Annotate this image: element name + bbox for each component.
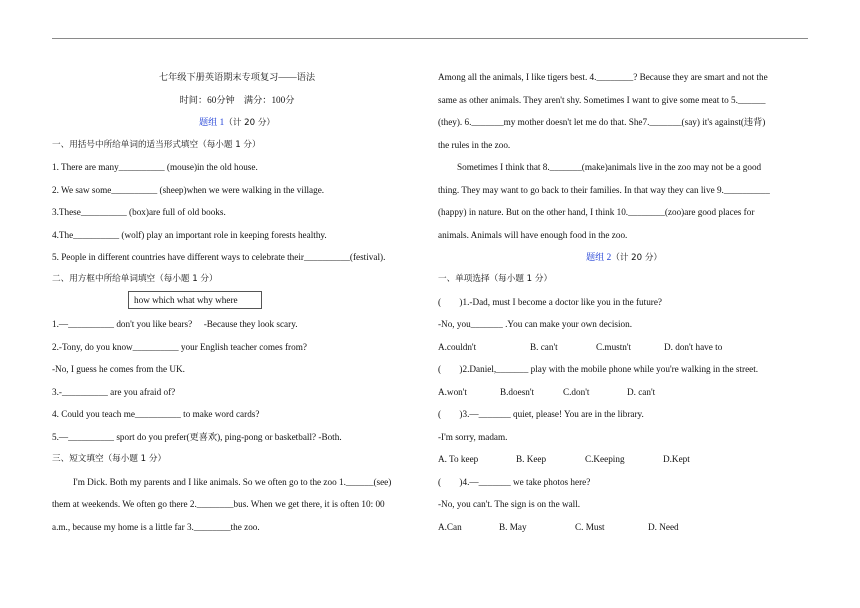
header-rule	[52, 38, 808, 39]
question-options	[438, 453, 690, 465]
group1-points: （计 20 分）	[224, 118, 276, 128]
passage-line: Sometimes I think that 8._______(make)animals live in the zoo may not be a good	[457, 162, 762, 172]
option: C. Must	[575, 522, 605, 532]
option: C.mustn't	[596, 342, 632, 352]
box-item: 2.-Tony, do you know__________ your English teacher comes from?	[52, 342, 307, 352]
passage-line: same as other animals. They aren't shy. Sometimes I want to give some meat to 5.______	[438, 95, 766, 105]
group1-heading	[52, 116, 422, 129]
part3-title: 三、短文填空（每小题 1 分）	[52, 454, 167, 464]
option: A. To keep	[438, 454, 479, 464]
option: D. Need	[648, 522, 679, 532]
box-item: 3.-__________ are you afraid of?	[52, 387, 176, 397]
option: A.won't	[438, 387, 467, 397]
question-stem: ( )2.Daniel,_______ play with the mobile phone while you're walking in the street.	[438, 364, 759, 374]
option: C.don't	[563, 387, 590, 397]
option: D. can't	[627, 387, 656, 397]
passage-line: (happy) in nature. But on the other hand, I think 10.________(zoo)are good places for	[438, 207, 755, 217]
group2-heading	[438, 251, 810, 264]
question-stem: ( )4.—_______ we take photos here?	[438, 477, 591, 487]
passage-line: them at weekends. We often go there 2.________bus. When we get there, it is often 10: 00	[52, 499, 385, 509]
fill-item: 5. People in different countries have different ways to celebrate their__________(festival).	[52, 252, 386, 262]
question-extra: -No, you_______ .You can make your own decision.	[438, 319, 633, 329]
option: B. can't	[530, 342, 558, 352]
option: B.doesn't	[500, 387, 535, 397]
box-item: 1.—__________ don't you like bears? -Because they look scary.	[52, 319, 298, 329]
passage-line: a.m., because my home is a little far 3.________the zoo.	[52, 522, 260, 532]
fill-item: 3.These__________ (box)are full of old books.	[52, 207, 226, 217]
question-options	[438, 386, 655, 398]
box-item: -No, I guess he comes from the UK.	[52, 364, 185, 374]
fill-item: 1. There are many__________ (mouse)in the old house.	[52, 162, 258, 172]
question-extra: -I'm sorry, madam.	[438, 432, 508, 442]
passage-line: (they). 6._______my mother doesn't let me do that. She7._______(say) it's against(违背)	[438, 117, 766, 127]
fill-item: 2. We saw some__________ (sheep)when we were walking in the village.	[52, 185, 325, 195]
word-box: how which what why where	[128, 291, 262, 309]
passage-line: animals. Animals will have enough food in the zoo.	[438, 230, 628, 240]
part1-title: 一、用括号中所给单词的适当形式填空（每小题 1 分）	[52, 140, 261, 150]
group2-label: 题组 2	[585, 252, 612, 262]
box-item: 4. Could you teach me__________ to make word cards?	[52, 409, 260, 419]
option: A.couldn't	[438, 342, 477, 352]
group2-points: （计 20 分）	[611, 253, 663, 263]
option: B. May	[499, 522, 527, 532]
fill-item: 4.The__________ (wolf) play an important role in keeping forests healthy.	[52, 230, 327, 240]
part2-title: 二、用方框中所给单词填空（每小题 1 分）	[52, 274, 218, 284]
worksheet-title: 七年级下册英语期末专项复习——语法	[158, 72, 316, 82]
option: D.Kept	[663, 454, 690, 464]
question-stem: ( )3.—_______ quiet, please! You are in the library.	[438, 409, 644, 419]
mc-section-title: 一、单项选择（每小题 1 分）	[438, 274, 553, 284]
option: B. Keep	[516, 454, 547, 464]
group1-label: 题组 1	[198, 117, 225, 127]
passage-line: thing. They may want to go back to their families. In that way they can live 9.__________	[438, 185, 770, 195]
question-stem: ( )1.-Dad, must I become a doctor like you in the future?	[438, 297, 663, 307]
time-score: 时间：60分钟 满分：100分	[179, 95, 295, 105]
box-item: 5.—__________ sport do you prefer(更喜欢), ping-pong or basketball? -Both.	[52, 432, 342, 442]
passage-line: I'm Dick. Both my parents and I like animals. So we often go to the zoo 1.______(see)	[73, 477, 392, 487]
option: A.Can	[438, 522, 462, 532]
option: C.Keeping	[585, 454, 625, 464]
question-options	[438, 341, 722, 353]
question-extra: -No, you can't. The sign is on the wall.	[438, 499, 581, 509]
passage-line: Among all the animals, I like tigers best. 4.________? Because they are smart and not the	[438, 72, 768, 82]
option: D. don't have to	[664, 342, 723, 352]
question-options	[438, 521, 679, 533]
passage-line: the rules in the zoo.	[438, 140, 511, 150]
